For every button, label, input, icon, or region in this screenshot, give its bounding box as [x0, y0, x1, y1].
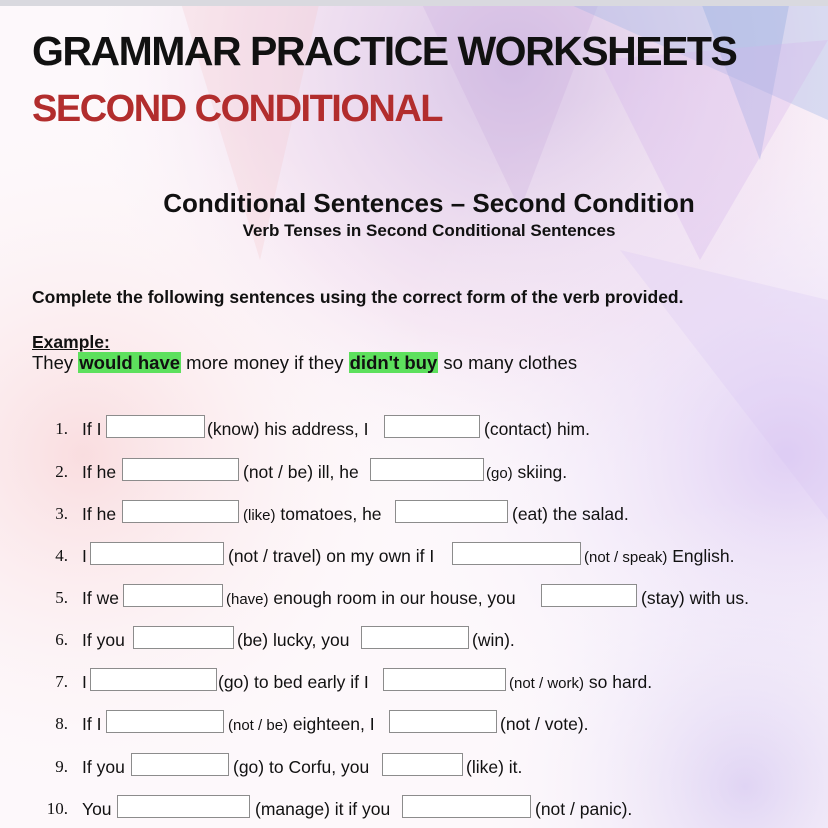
item-text: English. [667, 546, 735, 566]
verb-hint: (not / work) [509, 675, 585, 692]
answer-input[interactable] [402, 795, 531, 818]
item-number: 9. [55, 757, 68, 776]
item-text [243, 504, 382, 525]
item-text: (eat) the salad. [512, 504, 629, 524]
item-text [584, 546, 735, 567]
item-number: 8. [55, 714, 68, 733]
item-text: (manage) it if you [255, 799, 391, 819]
item-text: I [82, 546, 87, 566]
verb-hint: (not / be) [228, 717, 289, 734]
verb-hint: (like) [243, 507, 276, 524]
answer-input[interactable] [90, 542, 224, 565]
page-title: GRAMMAR PRACTICE WORKSHEETS [32, 28, 737, 74]
answer-input[interactable] [106, 710, 224, 733]
item-text: (not / panic). [535, 799, 633, 819]
item-text: If we [82, 588, 119, 608]
item-text: (go) to Corfu, you [233, 757, 370, 777]
example-highlight: didn't buy [349, 352, 438, 373]
item-text: If I [82, 419, 102, 439]
item-text: (stay) with us. [641, 588, 749, 608]
item-text: eighteen, I [288, 714, 375, 734]
item-text: tomatoes, he [275, 504, 382, 524]
item-number: 5. [55, 588, 68, 607]
answer-input[interactable] [361, 626, 469, 649]
answer-input[interactable] [382, 753, 463, 776]
answer-input[interactable] [90, 668, 217, 691]
answer-input[interactable] [122, 500, 239, 523]
item-text: If he [82, 504, 117, 524]
instruction-text: Complete the following sentences using the correct form of the verb provided. [32, 287, 684, 307]
example-highlight: would have [79, 352, 181, 373]
answer-input[interactable] [541, 584, 637, 607]
item-number: 2. [55, 462, 68, 481]
item-number: 7. [55, 672, 68, 691]
item-text: I [82, 672, 87, 692]
answer-input[interactable] [370, 458, 484, 481]
answer-input[interactable] [383, 668, 506, 691]
item-text: (go) to bed early if I [218, 672, 369, 692]
item-text: skiing. [512, 462, 568, 482]
item-text: If he [82, 462, 117, 482]
item-text [486, 462, 567, 483]
example-text: so many clothes [438, 352, 578, 373]
item-text: (like) it. [466, 757, 523, 777]
item-text: (not / be) ill, he [243, 462, 359, 482]
item-text: enough room in our house, you [268, 588, 516, 608]
answer-input[interactable] [122, 458, 239, 481]
item-text [226, 588, 516, 609]
item-text: If I [82, 714, 102, 734]
example-label: Example: [32, 332, 110, 352]
answer-input[interactable] [106, 415, 205, 438]
item-number: 1. [55, 419, 68, 438]
verb-hint: (go) [486, 465, 513, 482]
item-number: 3. [55, 504, 68, 523]
page-subtitle: SECOND CONDITIONAL [32, 88, 442, 130]
item-number: 4. [55, 546, 68, 565]
answer-input[interactable] [395, 500, 508, 523]
answer-input[interactable] [389, 710, 497, 733]
section-heading: Conditional Sentences – Second Condition [163, 188, 695, 218]
verb-hint: (have) [226, 591, 269, 608]
verb-hint: (not / speak) [584, 549, 668, 566]
item-text: If you [82, 757, 125, 777]
answer-input[interactable] [384, 415, 480, 438]
item-text [228, 714, 375, 735]
item-number: 10. [46, 799, 68, 818]
item-text: (be) lucky, you [237, 630, 350, 650]
section-subheading: Verb Tenses in Second Conditional Sentences [242, 221, 616, 240]
item-text: so hard. [584, 672, 653, 692]
item-text: (know) his address, I [207, 419, 369, 439]
example-text: more money if they [181, 352, 349, 373]
item-text: You [82, 799, 112, 819]
answer-input[interactable] [123, 584, 223, 607]
item-text [509, 672, 652, 693]
answer-input[interactable] [117, 795, 250, 818]
example-text: They [32, 352, 79, 373]
answer-input[interactable] [133, 626, 234, 649]
item-text: If you [82, 630, 125, 650]
answer-input[interactable] [452, 542, 581, 565]
item-text: (win). [472, 630, 515, 650]
item-text: (not / travel) on my own if I [228, 546, 435, 566]
item-text: (not / vote). [500, 714, 589, 734]
item-number: 6. [55, 630, 68, 649]
answer-input[interactable] [131, 753, 229, 776]
item-text: (contact) him. [484, 419, 590, 439]
example-sentence [32, 352, 577, 374]
